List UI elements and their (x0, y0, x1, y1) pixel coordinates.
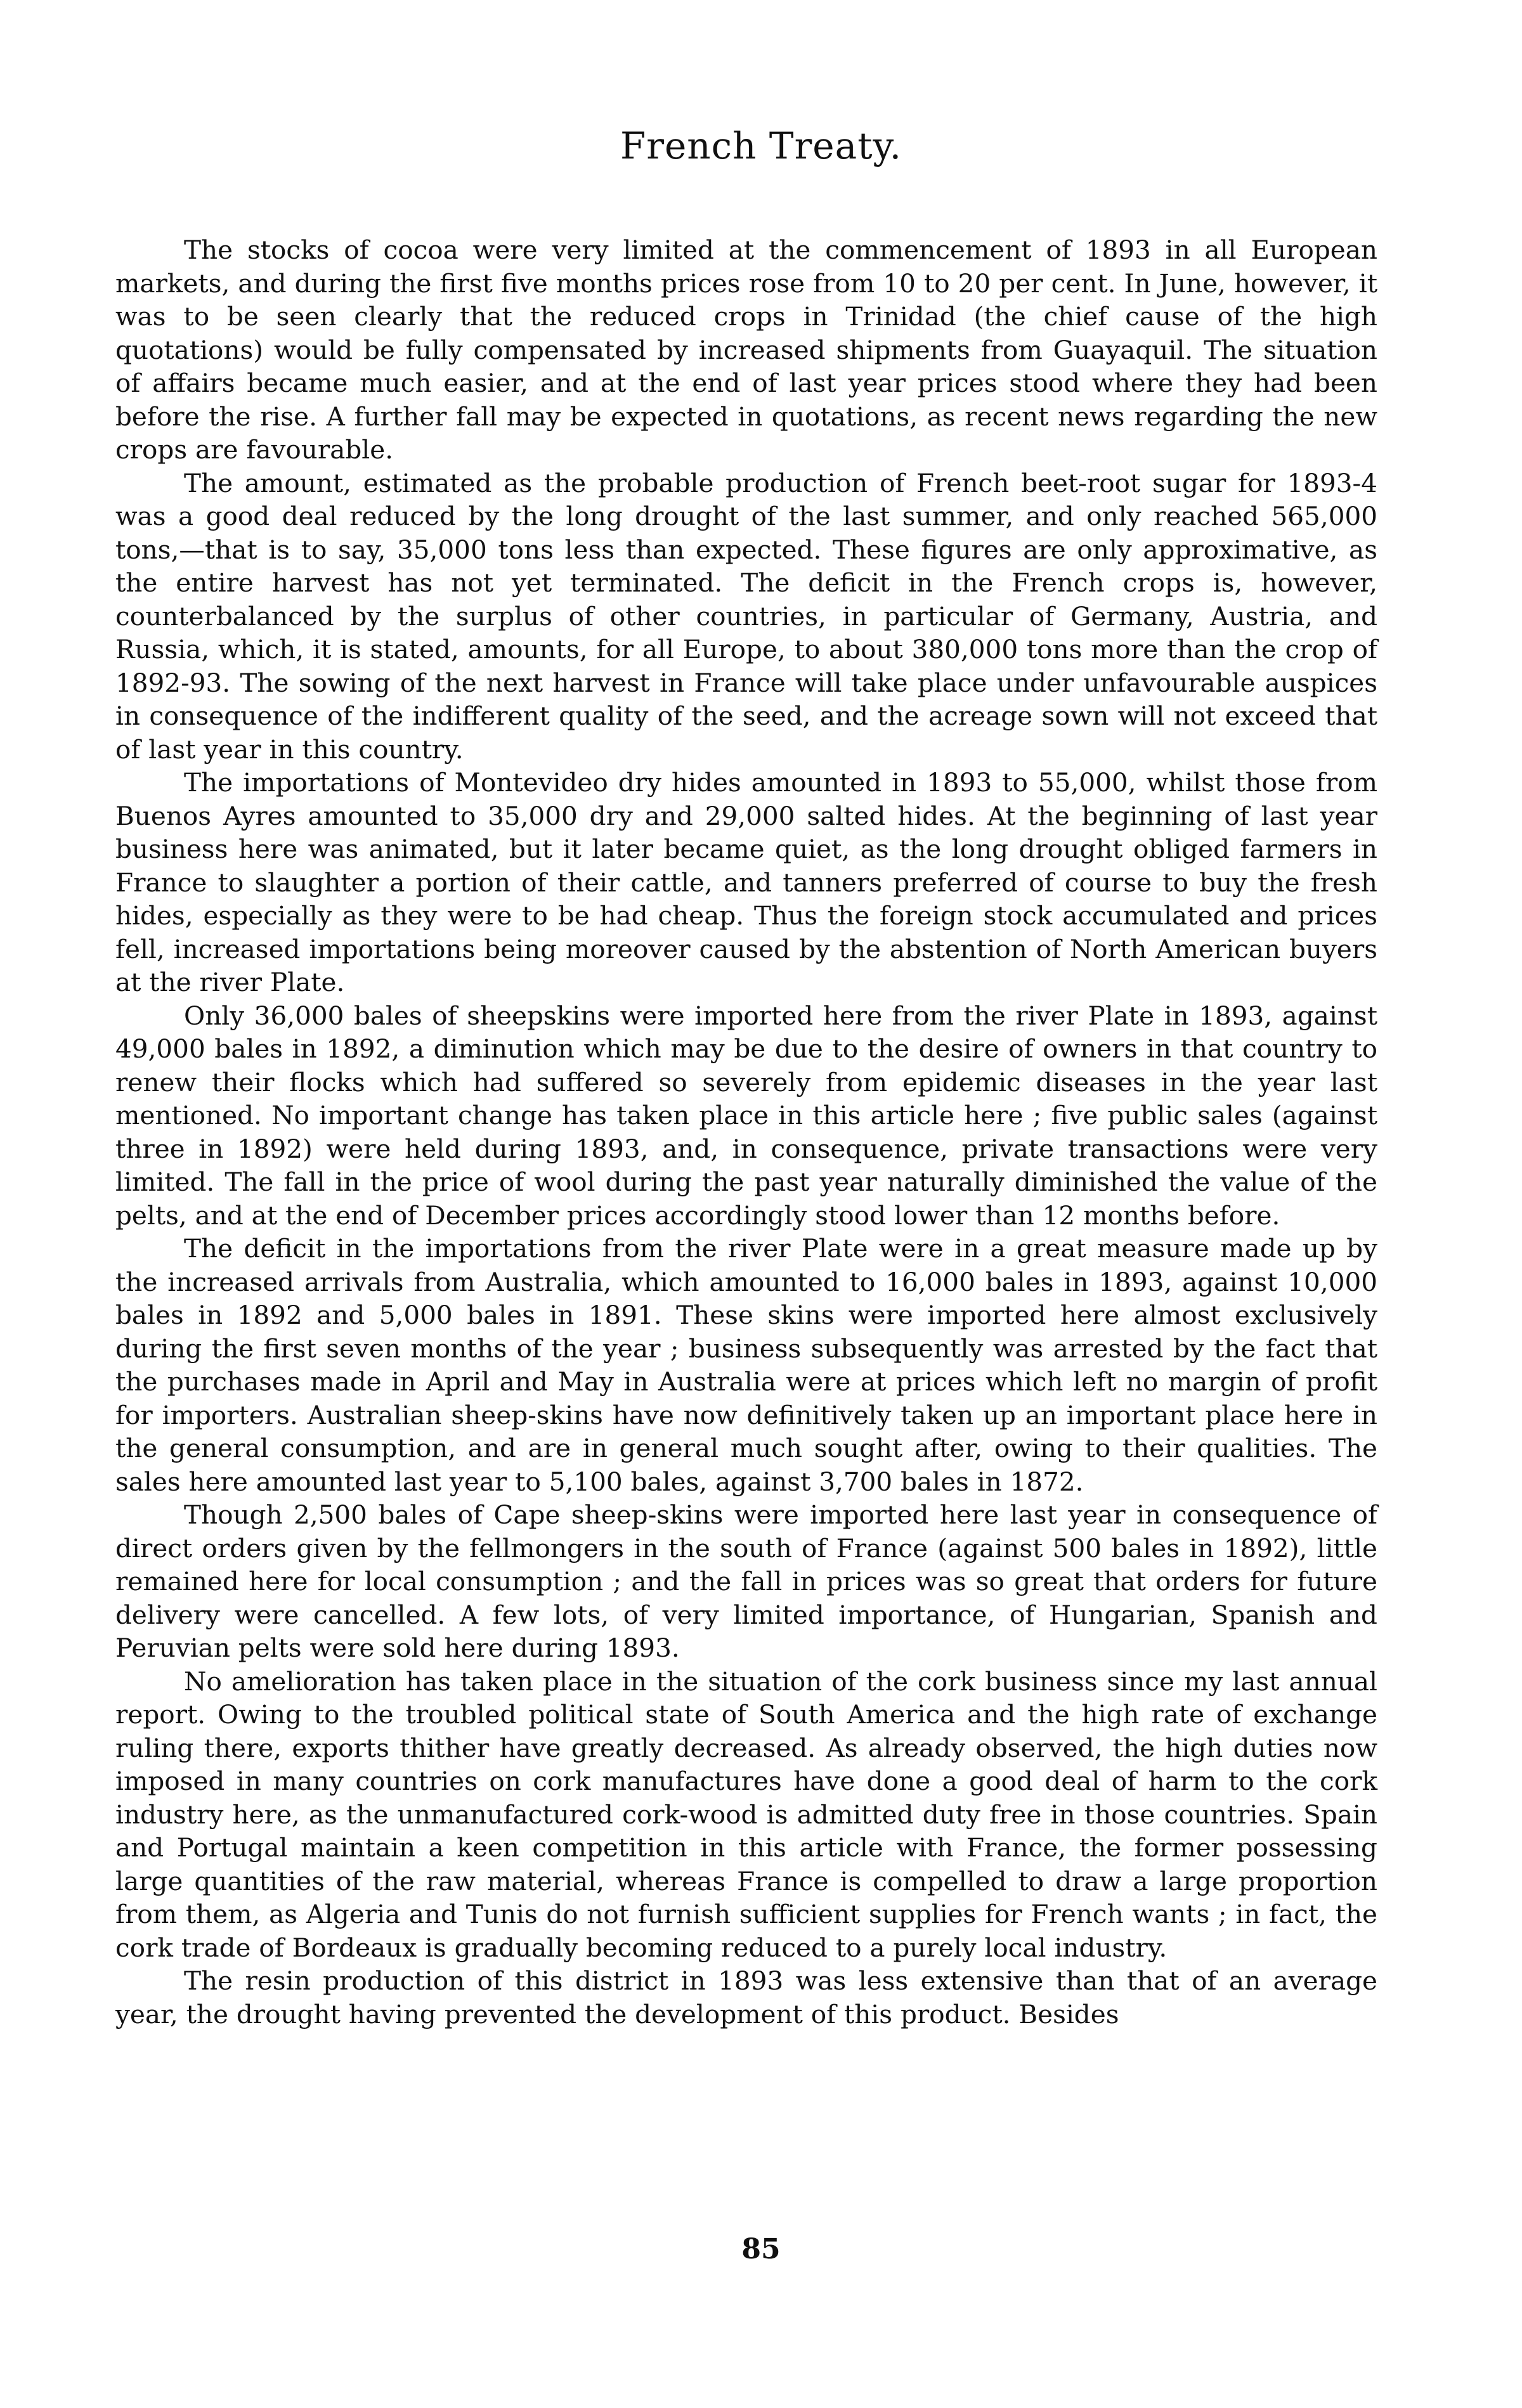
page-number: 85 (741, 2233, 781, 2265)
paragraph-australian-skins: The deficit in the importations from the river Plate were in a great measure made up by the increased arrivals from Australia, which amounted to 16,000 bales in 1893, against 10,000 bales in 1892 and 5,000 bales in 1891. These skins were imported here almost exclusively during the first seven months of the year ; business subsequently was arrested by the fact that the purchases made in April and May in Australia were at prices which left no margin of profit for importers. Australian sheep-skins have now definitively taken up an important place here in the general consumption, and are in general much sought after, owing to their qualities. The sales here amounted last year to 5,100 bales, against 3,700 bales in 1872. (115, 1233, 1377, 1497)
body-text (115, 233, 1377, 2031)
paragraph-cape-skins: Though 2,500 bales of Cape sheep-skins were imported here last year in consequence of direct orders given by the fellmongers in the south of France (against 500 bales in 1892), little remained here for local consumption ; and the fall in prices was so great that orders for future delivery were cancelled. A few lots, of very limited importance, of Hungarian, Spanish and Peruvian pelts were sold here during 1893. (115, 1499, 1377, 1663)
paragraph-beet-sugar: The amount, estimated as the probable production of French beet-root sugar for 1893-4 was a good deal reduced by the long drought of the last summer, and only reached 565,000 tons,—that is to say, 35,000 tons less than expected. These figures are only approximative, as the entire harvest has not yet terminated. The deficit in the French crops is, however, counterbalanced by the surplus of other countries, in particular of Germany, Austria, and Russia, which, it is stated, amounts, for all Europe, to about 380,000 tons more than the crop of 1892-93. The sowing of the next harvest in France will take place under unfavourable auspices in consequence of the indifferent quality of the seed, and the acreage sown will not exceed that of last year in this country. (115, 467, 1377, 765)
paragraph-hides: The importations of Montevideo dry hides amounted in 1893 to 55,000, whilst those from Buenos Ayres amounted to 35,000 dry and 29,000 salted hides. At the beginning of last year business here was animated, but it later became quiet, as the long drought obliged farmers in France to slaughter a portion of their cattle, and tanners preferred of course to buy the fresh hides, especially as they were to be had cheap. Thus the foreign stock accumulated and prices fell, increased importations being moreover caused by the abstention of North American buyers at the river Plate. (115, 767, 1377, 997)
paragraph-cork: No amelioration has taken place in the situation of the cork business since my last annual report. Owing to the troubled political state of South America and the high rate of exchange ruling there, exports thither have greatly decreased. As already observed, the high duties now imposed in many countries on cork manufactures have done a good deal of harm to the cork industry here, as the unmanufactured cork-wood is admitted duty free in those countries. Spain and Portugal maintain a keen competition in this article with France, the former possessing large quantities of the raw material, whereas France is compelled to draw a large proportion from them, as Algeria and Tunis do not furnish sufficient supplies for French wants ; in fact, the cork trade of Bordeaux is gradually becoming reduced to a purely local industry. (115, 1666, 1377, 1963)
page-title: French Treaty. (620, 124, 902, 167)
paragraph-cocoa: The stocks of cocoa were very limited at the commencement of 1893 in all European markets, and during the first five months prices rose from 10 to 20 per cent. In June, however, it was to be seen clearly that the reduced crops in Trinidad (the chief cause of the high quotations) would be fully compensated by increased shipments from Guayaquil. The situation of affairs became much easier, and at the end of last year prices stood where they had been before the rise. A further fall may be expected in quotations, as recent news regarding the new crops are favourable. (115, 235, 1377, 465)
paragraph-sheepskins: Only 36,000 bales of sheepskins were imported here from the river Plate in 1893, against 49,000 bales in 1892, a diminution which may be due to the desire of owners in that country to renew their flocks which had suffered so severely from epidemic diseases in the year last mentioned. No important change has taken place in this article here ; five public sales (against three in 1892) were held during 1893, and, in consequence, private transactions were very limited. The fall in the price of wool during the past year naturally diminished the value of the pelts, and at the end of December prices accordingly stood lower than 12 months before. (115, 1000, 1377, 1231)
paragraph-resin: The resin production of this district in 1893 was less extensive than that of an average year, the drought having prevented the development of this product. Besides (115, 1965, 1377, 2029)
